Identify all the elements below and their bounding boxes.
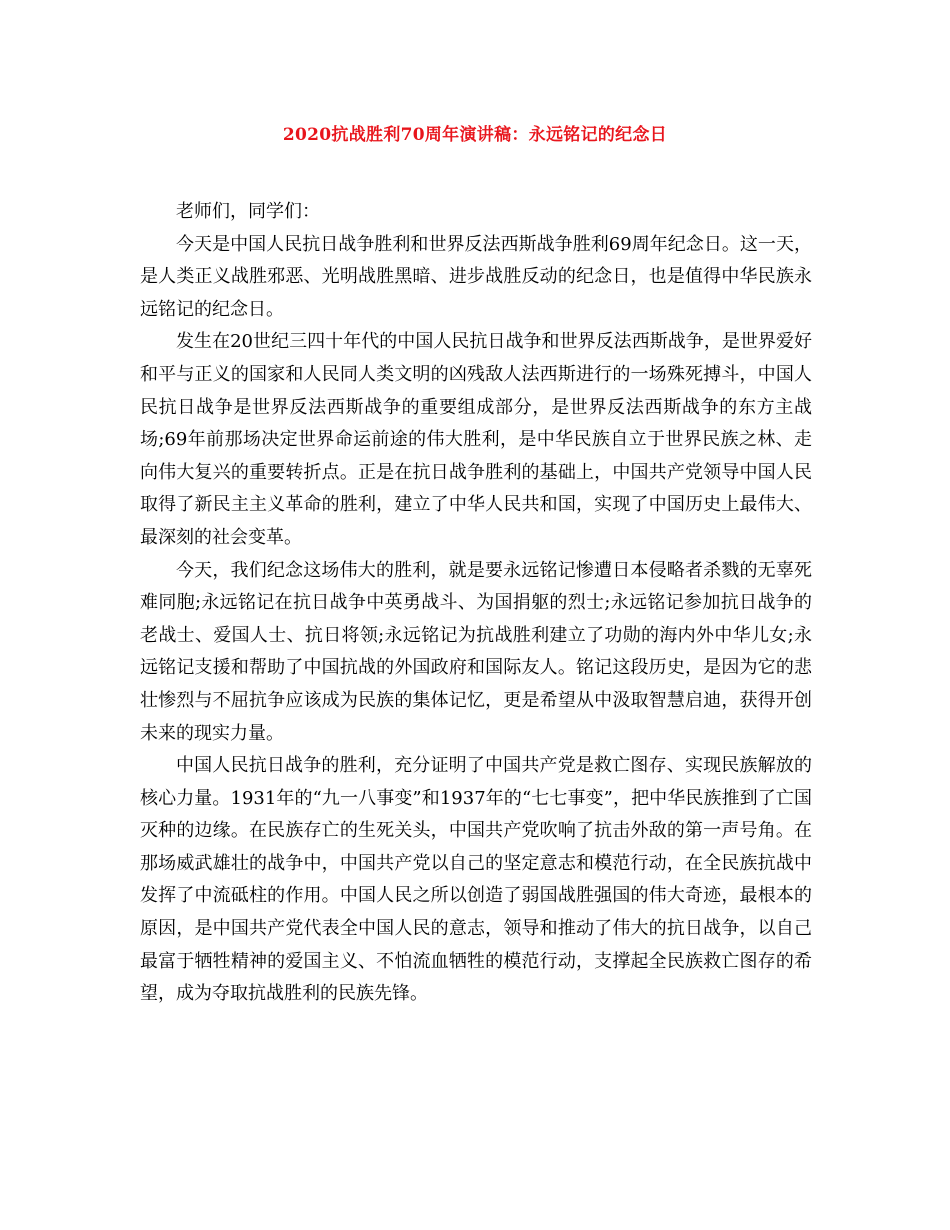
body-paragraph-1: 今天是中国人民抗日战争胜利和世界反法西斯战争胜利69周年纪念日。这一天，是人类正义战胜邪恶、光明战胜黑暗、进步战胜反动的纪念日，也是值得中华民族永远铭记的纪念日。 [140, 233, 812, 320]
document-title: 2020抗战胜利70周年演讲稿：永远铭记的纪念日 [282, 125, 668, 145]
body-paragraph-2: 发生在20世纪三四十年代的中国人民抗日战争和世界反法西斯战争，是世界爱好和平与正义的国家和人民同人类文明的凶残敌人法西斯进行的一场殊死搏斗，中国人民抗日战争是世界反法西斯战争的重要组成部分，是世界反法西斯战争的东方主战场;69年前那场决定世界命运前途的伟大胜利，是中华民族自立于世界民族之林、走向伟大复兴的重要转折点。正是在抗日战争胜利的基础上，中国共产党领导中国人民取得了新民主主义革命的胜利，建立了中华人民共和国，实现了中国历史上最伟大、最深刻的社会变革。 [140, 331, 812, 548]
salutation-paragraph: 老师们，同学们： [176, 201, 320, 222]
body-paragraph-4: 中国人民抗日战争的胜利，充分证明了中国共产党是救亡图存、实现民族解放的核心力量。1931年的“九一八事变”和1937年的“七七事变”，把中华民族推到了亡国灭种的边缘。在民族存亡的生死关头，中国共产党吹响了抗击外敌的第一声号角。在那场威武雄壮的战争中，中国共产党以自己的坚定意志和模范行动，在全民族抗战中发挥了中流砥柱的作用。中国人民之所以创造了弱国战胜强国的伟大奇迹，最根本的原因，是中国共产党代表全中国人民的意志，领导和推动了伟大的抗日战争，以自己最富于牺牲精神的爱国主义、不怕流血牺牲的模范行动，支撑起全民族救亡图存的希望，成为夺取抗战胜利的民族先锋。 [140, 755, 812, 1005]
document-body [140, 196, 812, 1011]
body-paragraph-3: 今天，我们纪念这场伟大的胜利，就是要永远铭记惨遭日本侵略者杀戮的无辜死难同胞;永远铭记在抗日战争中英勇战斗、为国捐躯的烈士;永远铭记参加抗日战争的老战士、爱国人士、抗日将领;永远铭记为抗战胜利建立了功勋的海内外中华儿女;永远铭记支援和帮助了中国抗战的外国政府和国际友人。铭记这段历史，是因为它的悲壮惨烈与不屈抗争应该成为民族的集体记忆，更是希望从中汲取智慧启迪，获得开创未来的现实力量。 [140, 559, 812, 744]
